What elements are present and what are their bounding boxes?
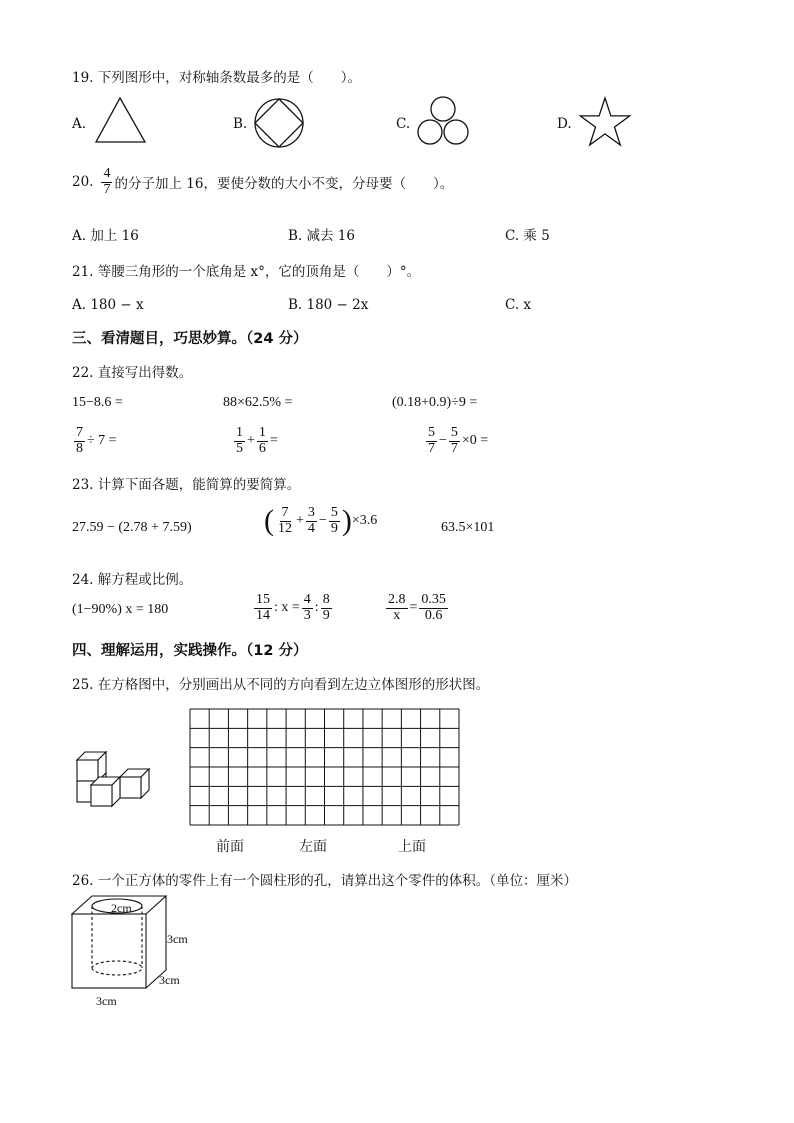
q20-option-c: C. 乘 5 (505, 228, 550, 244)
frac-denominator: 3 (303, 607, 311, 623)
q22-expr-3: (0.18+0.9)÷9 = (392, 395, 478, 410)
q24-expr-2 (252, 593, 334, 623)
section-3-heading: 三、看清题目，巧思妙算。（24 分） (72, 331, 308, 347)
frac-numerator: 4 (303, 592, 311, 607)
q20-fraction (101, 167, 112, 197)
q24-e2-frac-3 (321, 593, 332, 623)
view-label-top: 上面 (398, 839, 426, 855)
frac-numerator: 5 (450, 425, 458, 440)
colon-sign: : (314, 600, 319, 616)
q22-e4-rest: ÷ 7 = (87, 433, 117, 449)
label-height: 3cm (167, 932, 188, 946)
q25-stem: 25. 在方格图中，分别画出从不同的方向看到左边立体图形的形状图。 (72, 677, 490, 693)
q23-stem: 23. 计算下面各题，能简算的要简算。 (72, 477, 301, 493)
view-label-left: 左面 (299, 839, 327, 855)
label-width: 3cm (96, 994, 117, 1008)
frac-numerator: 8 (322, 592, 330, 607)
answer-grid[interactable] (189, 708, 460, 826)
frac-denominator: 9 (330, 520, 338, 536)
q23-e2-frac-2 (306, 506, 317, 536)
q22-e6-op: − (439, 433, 447, 449)
minus-sign: − (318, 513, 327, 529)
frac-numerator: 7 (281, 505, 289, 520)
q20-stem-rest: 的分子加上 16，要使分数的大小不变，分母要（ ）。 (114, 176, 454, 193)
frac-denominator: 12 (278, 520, 292, 536)
q19-option-b: B. (233, 116, 248, 132)
circle-with-square-icon (253, 97, 305, 149)
three-circles-icon (416, 96, 470, 148)
left-paren: ( (264, 504, 274, 538)
cube-stack-figure (75, 748, 155, 810)
frac-denominator: 9 (322, 607, 330, 623)
frac-denominator: 7 (450, 440, 458, 456)
section-4-heading: 四、理解运用，实践操作。（12 分） (72, 643, 308, 659)
q22-stem: 22. 直接写出得数。 (72, 365, 193, 381)
q24-e2-frac-2 (302, 593, 313, 623)
q22-e5-op: + (247, 433, 255, 449)
view-label-front: 前面 (216, 839, 244, 855)
q22-expr-4 (72, 426, 117, 456)
frac-numerator: 5 (330, 505, 338, 520)
q19-option-a: A. (72, 116, 87, 132)
right-paren: ) (341, 504, 352, 538)
q19-option-c: C. (396, 116, 411, 132)
frac-denominator: 5 (236, 440, 243, 456)
q24-expr-3 (384, 593, 450, 623)
frac-numerator: 5 (428, 425, 435, 440)
label-depth: 3cm (159, 973, 180, 987)
q20-number: 20. (72, 174, 94, 191)
plus-sign: + (296, 513, 304, 529)
triangle-icon (94, 96, 148, 146)
q22-e6-frac-2 (449, 426, 460, 456)
q21-option-a: A. 180 − x (72, 297, 144, 313)
frac-denominator: 14 (256, 607, 270, 623)
q23-expr-3: 63.5×101 (441, 520, 495, 535)
q22-expr-5 (232, 426, 278, 456)
q22-e4-fraction (74, 426, 85, 456)
q26-stem: 26. 一个正方体的零件上有一个圆柱形的孔，请算出这个零件的体积。（单位：厘米） (72, 873, 578, 889)
q21-option-b: B. 180 − 2x (288, 297, 369, 313)
q23-e2-frac-1 (276, 506, 294, 536)
frac-denominator: 8 (76, 440, 83, 456)
frac-numerator: 1 (258, 425, 266, 440)
frac-denominator: 4 (307, 520, 315, 536)
frac-denominator: 0.6 (424, 607, 443, 623)
label-hole-diameter: 2cm (111, 901, 132, 915)
frac-numerator: 7 (76, 425, 83, 440)
frac-denominator: 7 (428, 440, 435, 456)
q23-expr-2 (264, 506, 377, 536)
frac-denominator: 6 (258, 440, 266, 456)
q22-e5-rest: = (269, 433, 278, 449)
q20-option-b: B. 减去 16 (288, 228, 355, 244)
q23-e2-tail: ×3.6 (351, 513, 378, 529)
q20-frac-denominator: 7 (103, 181, 111, 197)
q24-e2-mid: : x = (274, 600, 300, 616)
q20-stem (72, 167, 453, 197)
q22-expr-6 (424, 426, 488, 456)
star-icon (579, 96, 631, 146)
q22-e6-rest: ×0 = (461, 433, 489, 449)
q22-expr-2: 88×62.5% = (223, 395, 293, 410)
frac-numerator: 0.35 (421, 592, 446, 607)
q20-frac-numerator: 4 (103, 166, 111, 181)
q23-expr-1: 27.59 − (2.78 + 7.59) (72, 520, 192, 535)
q24-e3-frac-2 (419, 593, 448, 623)
q22-e6-frac-1 (426, 426, 437, 456)
q23-e2-frac-3 (329, 506, 340, 536)
frac-numerator: 2.8 (388, 592, 406, 607)
frac-numerator: 15 (256, 592, 270, 607)
q22-e5-frac-1 (234, 426, 245, 456)
equals-sign: = (409, 600, 418, 616)
q21-stem: 21. 等腰三角形的一个底角是 x°，它的顶角是（ ）°。 (72, 264, 421, 280)
q21-option-c: C. x (505, 297, 532, 313)
q24-e2-frac-1 (254, 593, 272, 623)
q22-e5-frac-2 (257, 426, 268, 456)
q20-option-a: A. 加上 16 (72, 228, 139, 244)
frac-numerator: 1 (236, 425, 243, 440)
q19-option-d: D. (557, 116, 572, 132)
q24-expr-1: (1−90%) x = 180 (72, 602, 169, 617)
q19-stem: 19. 下列图形中，对称轴条数最多的是（ ）。 (72, 70, 362, 86)
q24-e3-frac-1 (386, 593, 408, 623)
q24-stem: 24. 解方程或比例。 (72, 572, 193, 588)
frac-denominator: x (393, 607, 401, 623)
frac-numerator: 3 (307, 505, 315, 520)
q22-expr-1: 15−8.6 = (72, 395, 123, 410)
